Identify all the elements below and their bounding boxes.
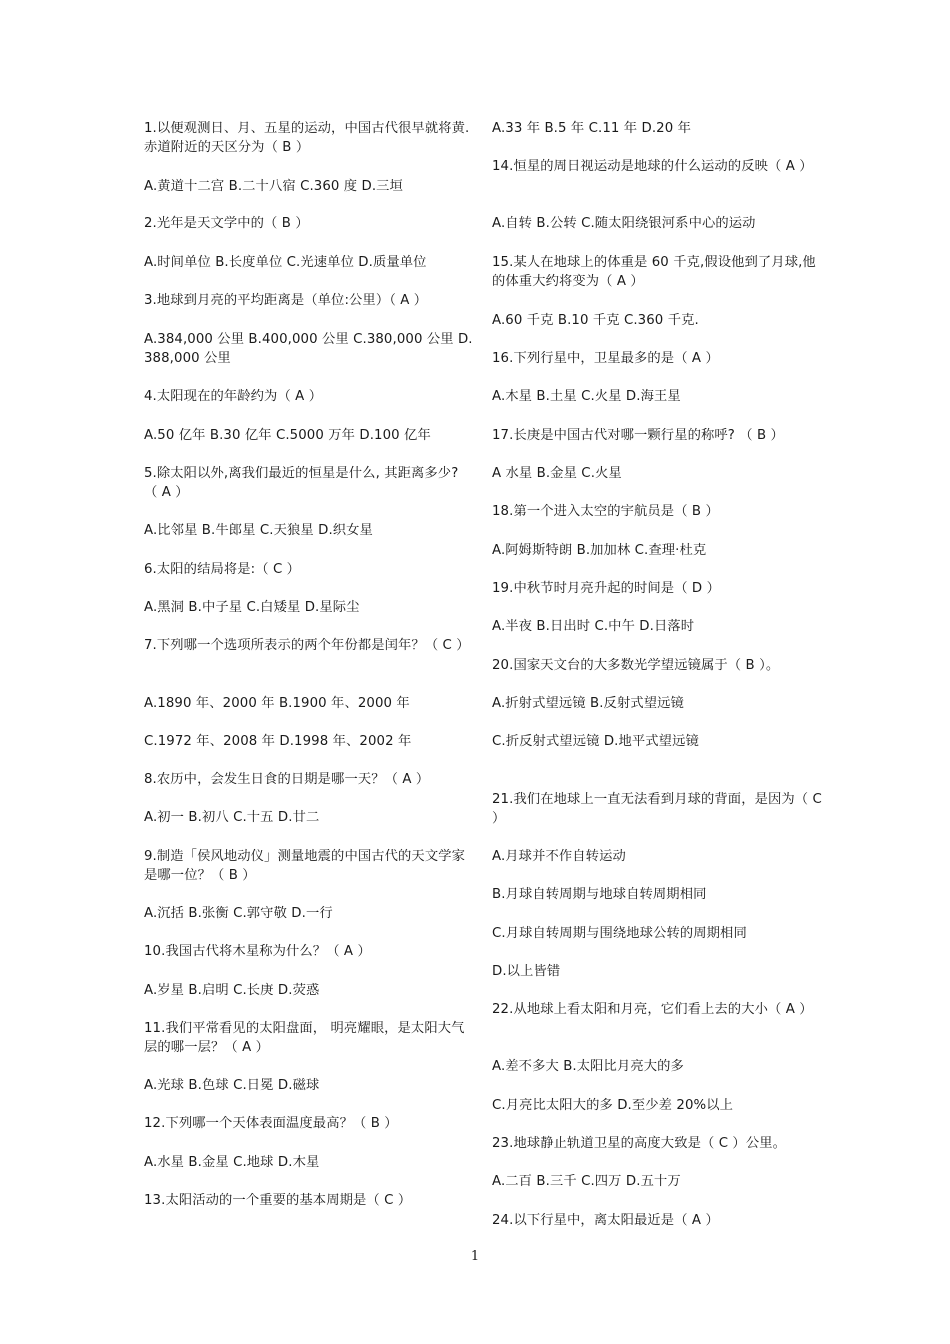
answer-options: A.光球 B.色球 C.日冕 D.磁球 — [144, 1078, 320, 1093]
answer-options: A.差不多大 B.太阳比月亮大的多 — [492, 1059, 684, 1074]
question-text: 13.太阳活动的一个重要的基本周期是（ C ） — [144, 1193, 412, 1208]
question-text: 8.农历中，会发生日食的日期是哪一天？（ A ） — [144, 772, 430, 787]
answer-options: A.黄道十二宫 B.二十八宿 C.360 度 D.三垣 — [144, 179, 403, 194]
answer-options: A.二百 B.三千 C.四万 D.五十万 — [492, 1174, 681, 1189]
answer-options: A.33 年 B.5 年 C.11 年 D.20 年 — [492, 121, 692, 136]
answer-options: A.折射式望远镜 B.反射式望远镜 — [492, 696, 684, 711]
answer-options: A.岁星 B.启明 C.长庚 D.荧惑 — [144, 983, 320, 998]
answer-options: A.月球并不作自转运动 — [492, 849, 626, 864]
page-number: 1 — [470, 1249, 480, 1264]
question-text: 9.制造「侯风地动仪」测量地震的中国古代的天文学家是哪一位？（ B ） — [144, 849, 466, 883]
answer-options: A 水星 B.金星 C.火星 — [492, 466, 622, 481]
question-text: 11.我们平常看见的太阳盘面， 明亮耀眼，是太阳大气层的哪一层？（ A ） — [144, 1021, 465, 1055]
answer-options: A.1890 年、2000 年 B.1900 年、2000 年 — [144, 696, 410, 711]
answer-options: A.初一 B.初八 C.十五 D.廿二 — [144, 810, 320, 825]
question-text: 19.中秋节时月亮升起的时间是（ D ） — [492, 581, 720, 596]
answer-options: A.自转 B.公转 C.随太阳绕银河系中心的运动 — [492, 216, 756, 231]
answer-options: C.月球自转周期与围绕地球公转的周期相同 — [492, 926, 747, 941]
question-text: 7.下列哪一个选项所表示的两个年份都是闰年？（ C ） — [144, 638, 470, 653]
question-text: 20.国家天文台的大多数光学望远镜属于（ B ）。 — [492, 658, 780, 673]
question-text: 14.恒星的周日视运动是地球的什么运动的反映（ A ） — [492, 159, 813, 174]
answer-options: A.半夜 B.日出时 C.中午 D.日落时 — [492, 619, 695, 634]
question-text: 17.长庚是中国古代对哪一颗行星的称呼? （ B ） — [492, 428, 784, 443]
answer-options: B.月球自转周期与地球自转周期相同 — [492, 887, 707, 902]
answer-options: A.阿姆斯特朗 B.加加林 C.查理·杜克 — [492, 543, 707, 558]
question-text: 12.下列哪一个天体表面温度最高？（ B ） — [144, 1116, 398, 1131]
question-text: 6.太阳的结局将是:（ C ） — [144, 562, 301, 577]
question-text: 24.以下行星中，离太阳最近是（ A ） — [492, 1213, 719, 1228]
answer-options: A.384,000 公里 B.400,000 公里 C.380,000 公里 D.388,000 公里 — [144, 332, 473, 366]
question-text: 5.除太阳以外,离我们最近的恒星是什么, 其距离多少? （ A ） — [144, 466, 459, 500]
question-text: 3.地球到月亮的平均距离是（单位:公里）（ A ） — [144, 293, 428, 308]
answer-options: C.折反射式望远镜 D.地平式望远镜 — [492, 734, 699, 749]
question-text: 18.第一个进入太空的宇航员是（ B ） — [492, 504, 719, 519]
question-text: 23.地球静止轨道卫星的高度大致是（ C ）公里。 — [492, 1136, 787, 1151]
answer-options: A.沉括 B.张衡 C.郭守敬 D.一行 — [144, 906, 333, 921]
answer-options: A.时间单位 B.长度单位 C.光速单位 D.质量单位 — [144, 255, 427, 270]
answer-options: A.比邻星 B.牛郎星 C.天狼星 D.织女星 — [144, 523, 373, 538]
answer-options: A.50 亿年 B.30 亿年 C.5000 万年 D.100 亿年 — [144, 428, 431, 443]
answer-options: A.60 千克 B.10 千克 C.360 千克. — [492, 313, 699, 328]
question-text: 21.我们在地球上一直无法看到月球的背面，是因为（ C ） — [492, 792, 822, 826]
question-text: 22.从地球上看太阳和月亮，它们看上去的大小（ A ） — [492, 1002, 813, 1017]
answer-options: C.1972 年、2008 年 D.1998 年、2002 年 — [144, 734, 412, 749]
answer-options: A.黑洞 B.中子星 C.白矮星 D.星际尘 — [144, 600, 360, 615]
question-text: 4.太阳现在的年龄约为（ A ） — [144, 389, 323, 404]
answer-options: A.木星 B.土星 C.火星 D.海王星 — [492, 389, 681, 404]
question-text: 16.下列行星中，卫星最多的是（ A ） — [492, 351, 719, 366]
answer-options: A.水星 B.金星 C.地球 D.木星 — [144, 1155, 320, 1170]
question-text: 1.以便观测日、月、五星的运动，中国古代很早就将黄.赤道附近的天区分为（ B ） — [144, 121, 470, 155]
question-text: 2.光年是天文学中的（ B ） — [144, 216, 309, 231]
answer-options: D.以上皆错 — [492, 964, 561, 979]
answer-options: C.月亮比太阳大的多 D.至少差 20%以上 — [492, 1098, 734, 1113]
question-text: 10.我国古代将木星称为什么？（ A ） — [144, 944, 371, 959]
question-text: 15.某人在地球上的体重是 60 千克,假设他到了月球,他的体重大约将变为（ A ） — [492, 255, 816, 289]
